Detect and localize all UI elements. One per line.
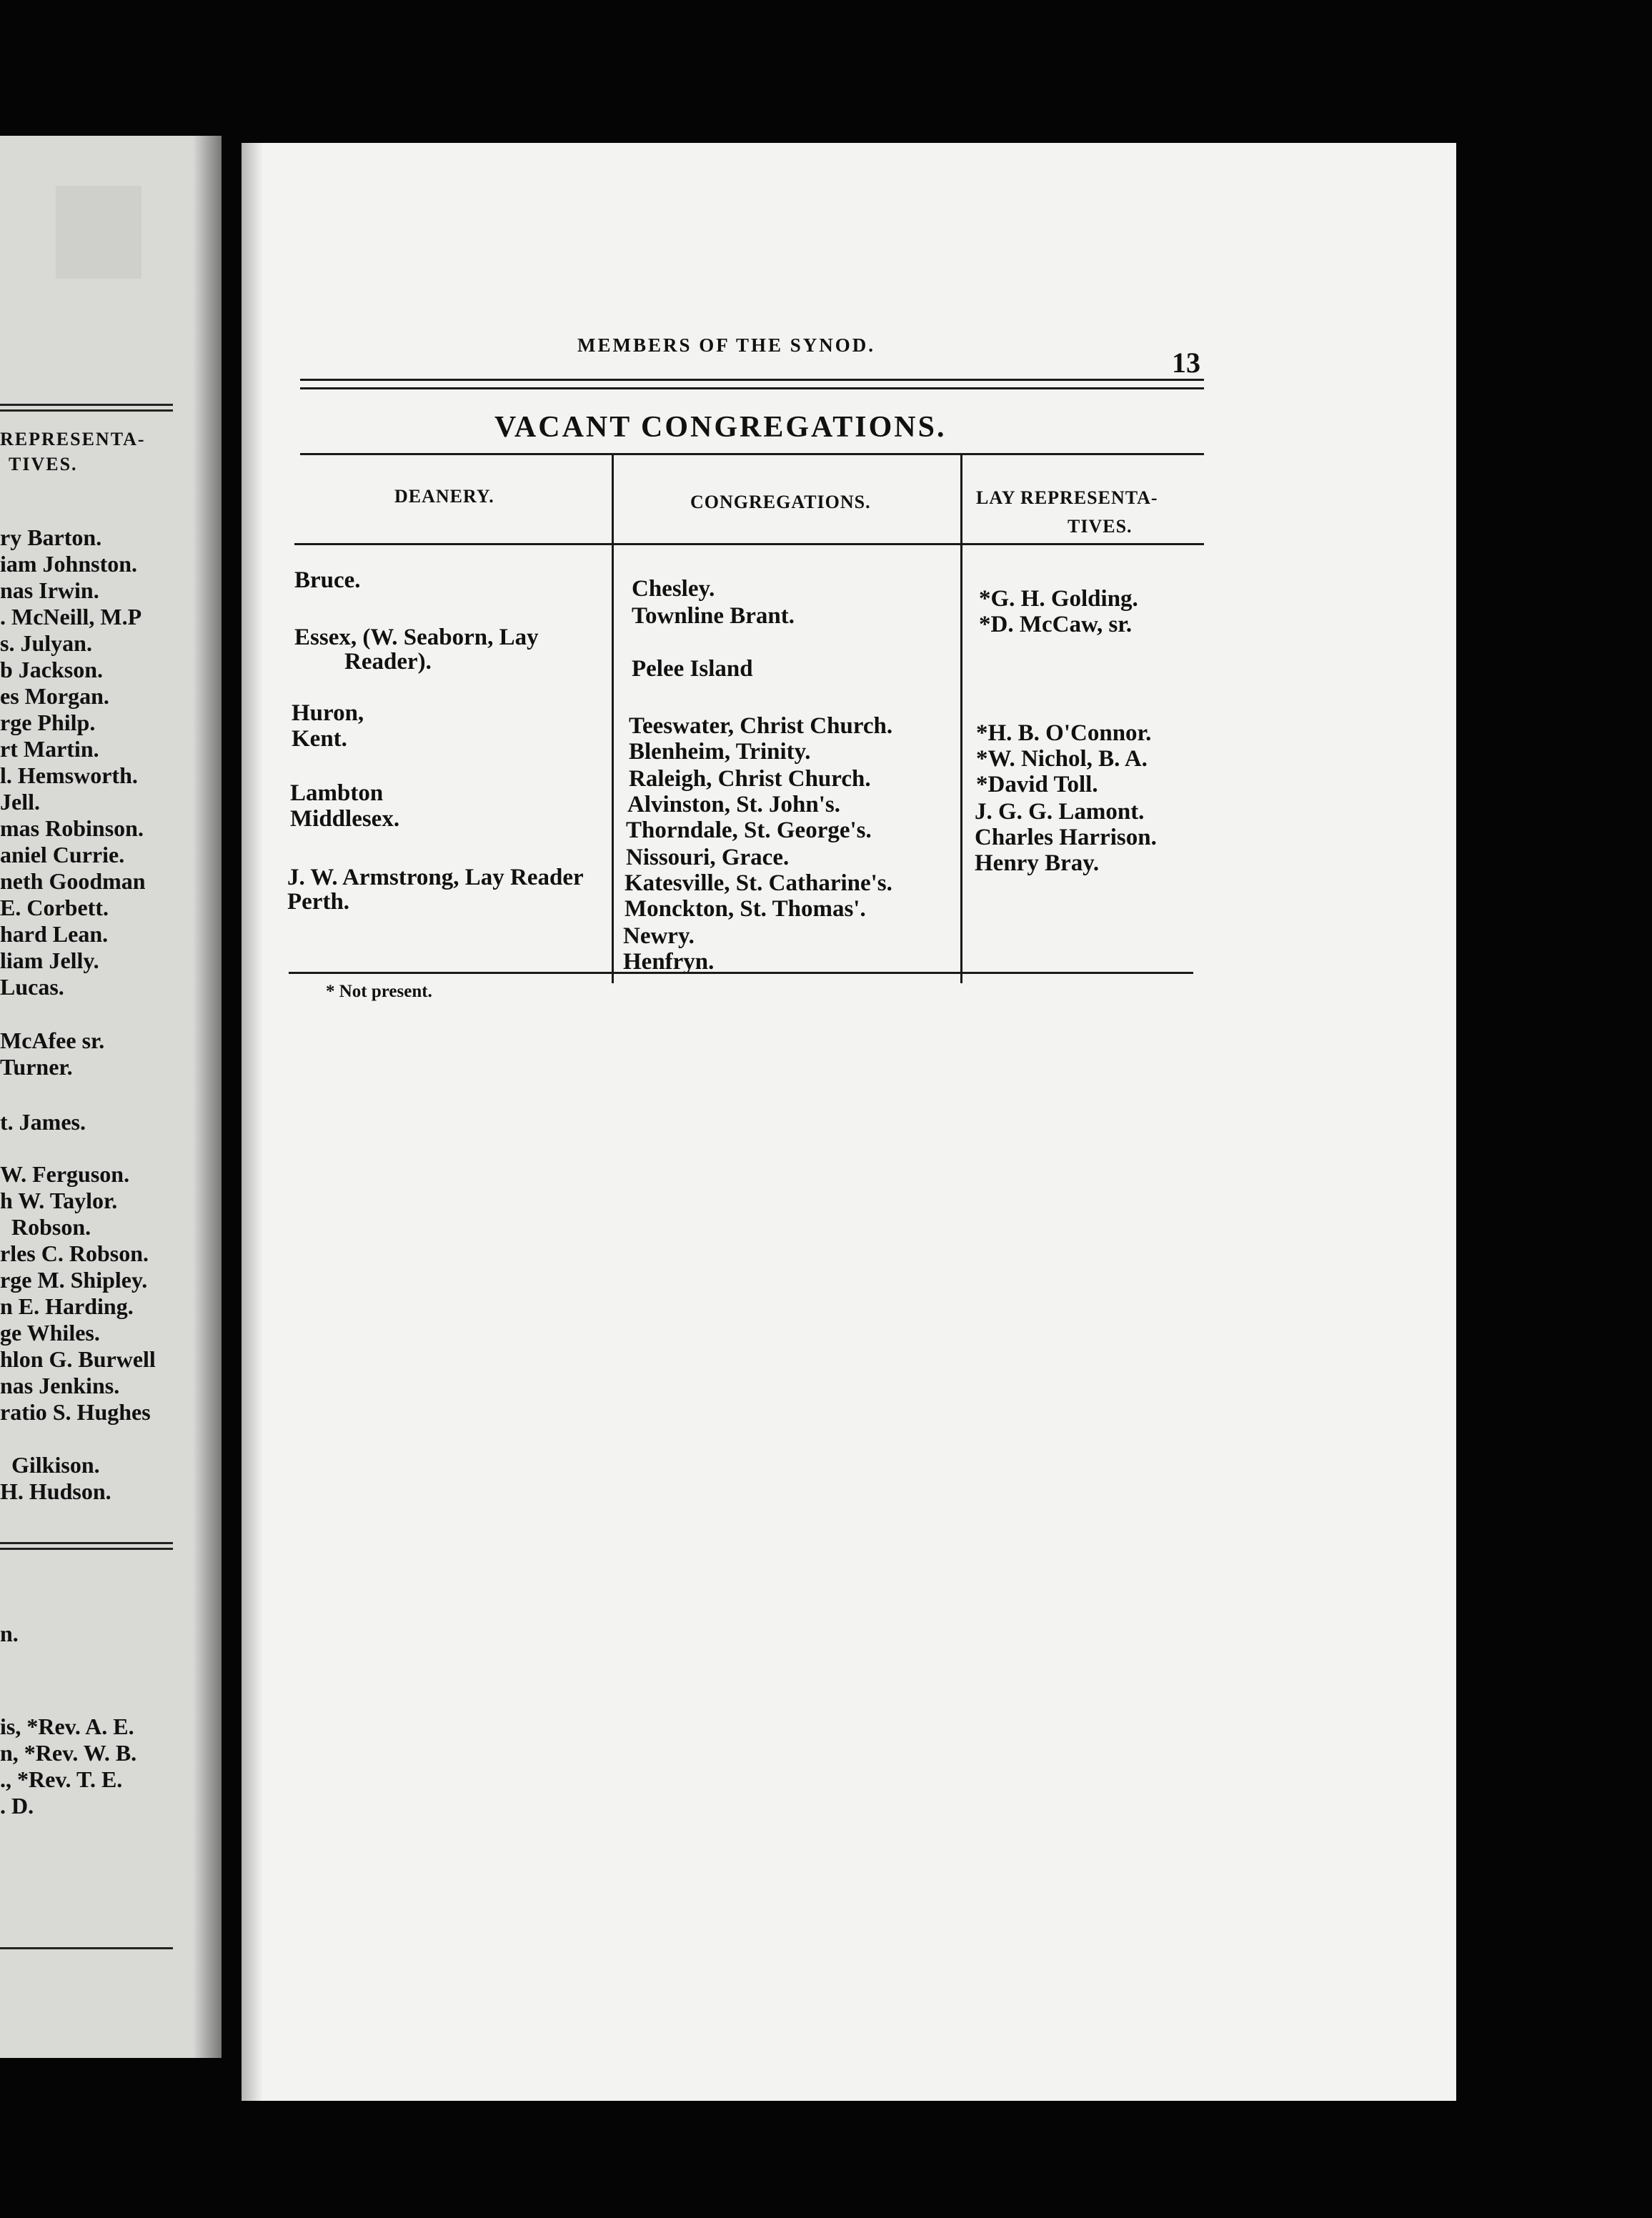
left-line: McAfee sr. bbox=[0, 1028, 105, 1053]
left-facing-page bbox=[0, 136, 222, 2058]
left-rule-top-2 bbox=[0, 409, 173, 412]
running-head: MEMBERS OF THE SYNOD. bbox=[577, 334, 876, 356]
left-line: H. Hudson. bbox=[0, 1478, 111, 1504]
column-header-deanery: DEANERY. bbox=[394, 486, 494, 507]
lay-representative-cell: *G. H. Golding. bbox=[979, 586, 1138, 612]
column-header-lay-line2: TIVES. bbox=[1068, 516, 1133, 537]
left-line: ., *Rev. T. E. bbox=[0, 1766, 123, 1792]
column-divider-1 bbox=[612, 454, 614, 983]
column-header-congregations: CONGREGATIONS. bbox=[690, 492, 871, 512]
lay-representative-cell: *D. McCaw, sr. bbox=[979, 612, 1133, 637]
lay-representative-cell: *David Toll. bbox=[976, 772, 1098, 797]
page-number: 13 bbox=[1172, 347, 1200, 379]
congregation-cell: Teeswater, Christ Church. bbox=[629, 713, 893, 739]
congregation-cell: Nissouri, Grace. bbox=[626, 845, 790, 870]
left-rule-bottom bbox=[0, 1947, 173, 1949]
left-line: iam Johnston. bbox=[0, 551, 138, 577]
congregation-cell: Katesville, St. Catharine's. bbox=[625, 870, 892, 896]
left-line: liam Jelly. bbox=[0, 948, 99, 973]
left-header-line2: TIVES. bbox=[9, 454, 78, 474]
congregation-cell: Raleigh, Christ Church. bbox=[629, 766, 871, 792]
congregation-cell: Monckton, St. Thomas'. bbox=[625, 896, 866, 922]
left-line: nas Irwin. bbox=[0, 577, 99, 603]
congregation-cell: Blenheim, Trinity. bbox=[629, 739, 811, 765]
congregation-cell: Henfryn. bbox=[623, 949, 715, 975]
deanery-cell: Lambton bbox=[290, 780, 384, 806]
congregation-cell: Newry. bbox=[623, 923, 695, 949]
column-divider-2 bbox=[960, 454, 962, 983]
left-line: nas Jenkins. bbox=[0, 1373, 120, 1398]
congregation-cell: Pelee Island bbox=[632, 656, 753, 682]
table-bottom-rule bbox=[289, 972, 1193, 974]
left-line: Jell. bbox=[0, 789, 40, 815]
left-line: E. Corbett. bbox=[0, 895, 109, 920]
left-header-line1: REPRESENTA- bbox=[0, 429, 146, 449]
left-rule-mid bbox=[0, 1542, 173, 1544]
header-bottom-rule bbox=[294, 543, 1204, 545]
lay-representative-cell: Henry Bray. bbox=[975, 850, 1100, 876]
left-line: n. bbox=[0, 1621, 19, 1646]
left-line: aniel Currie. bbox=[0, 842, 125, 867]
left-line: rt Martin. bbox=[0, 736, 99, 762]
section-title: VACANT CONGREGATIONS. bbox=[494, 411, 947, 444]
deanery-cell: Middlesex. bbox=[290, 806, 400, 832]
left-line: ry Barton. bbox=[0, 524, 102, 550]
deanery-cell: Bruce. bbox=[294, 567, 361, 593]
left-line: hard Lean. bbox=[0, 921, 109, 947]
lay-representative-cell: *H. B. O'Connor. bbox=[976, 720, 1152, 746]
double-rule-top-2 bbox=[300, 387, 1204, 389]
left-line: Lucas. bbox=[0, 974, 64, 1000]
deanery-cell: Kent. bbox=[292, 726, 347, 752]
left-line: . McNeill, M.P bbox=[0, 604, 142, 630]
deanery-cell: Reader). bbox=[344, 649, 432, 675]
left-line: es Morgan. bbox=[0, 683, 109, 709]
deanery-cell: Essex, (W. Seaborn, Lay bbox=[294, 625, 539, 650]
left-line: s. Julyan. bbox=[0, 630, 92, 656]
left-line: ge Whiles. bbox=[0, 1320, 100, 1346]
double-rule-top bbox=[300, 379, 1204, 381]
congregation-cell: Chesley. bbox=[632, 576, 715, 602]
left-line: n E. Harding. bbox=[0, 1293, 134, 1319]
table-top-rule bbox=[300, 453, 1204, 455]
lay-representative-cell: *W. Nichol, B. A. bbox=[976, 746, 1148, 772]
congregation-cell: Alvinston, St. John's. bbox=[627, 792, 841, 817]
left-line: neth Goodman bbox=[0, 868, 146, 894]
left-line: n, *Rev. W. B. bbox=[0, 1740, 137, 1766]
page-gutter-shadow bbox=[242, 143, 263, 2101]
deanery-cell: Perth. bbox=[287, 889, 350, 915]
left-line: W. Ferguson. bbox=[0, 1161, 130, 1187]
left-line: Turner. bbox=[0, 1054, 73, 1080]
left-line: rles C. Robson. bbox=[0, 1240, 149, 1266]
congregation-cell: Thorndale, St. George's. bbox=[626, 817, 872, 843]
gutter-shadow bbox=[193, 136, 222, 2058]
deanery-cell: Huron, bbox=[292, 700, 364, 726]
left-line: mas Robinson. bbox=[0, 815, 144, 841]
left-line: rge M. Shipley. bbox=[0, 1267, 148, 1293]
footnote: * Not present. bbox=[326, 982, 432, 1001]
left-line: Gilkison. bbox=[11, 1452, 100, 1478]
left-line: h W. Taylor. bbox=[0, 1188, 118, 1213]
page-tab bbox=[56, 186, 141, 279]
left-line: b Jackson. bbox=[0, 657, 104, 682]
left-rule-mid-2 bbox=[0, 1548, 173, 1550]
left-line: ratio S. Hughes bbox=[0, 1399, 151, 1425]
left-line: t. James. bbox=[0, 1109, 86, 1135]
lay-representative-cell: Charles Harrison. bbox=[975, 825, 1157, 850]
column-header-lay-line1: LAY REPRESENTA- bbox=[976, 487, 1158, 508]
left-line: is, *Rev. A. E. bbox=[0, 1714, 134, 1739]
left-line: hlon G. Burwell bbox=[0, 1346, 156, 1372]
left-line: . D. bbox=[0, 1793, 34, 1819]
deanery-cell: J. W. Armstrong, Lay Reader bbox=[287, 865, 584, 890]
left-line: rge Philp. bbox=[0, 710, 96, 735]
lay-representative-cell: J. G. G. Lamont. bbox=[975, 799, 1145, 825]
left-rule-top bbox=[0, 404, 173, 406]
left-line: l. Hemsworth. bbox=[0, 762, 138, 788]
left-line: Robson. bbox=[11, 1214, 91, 1240]
congregation-cell: Townline Brant. bbox=[632, 603, 795, 629]
